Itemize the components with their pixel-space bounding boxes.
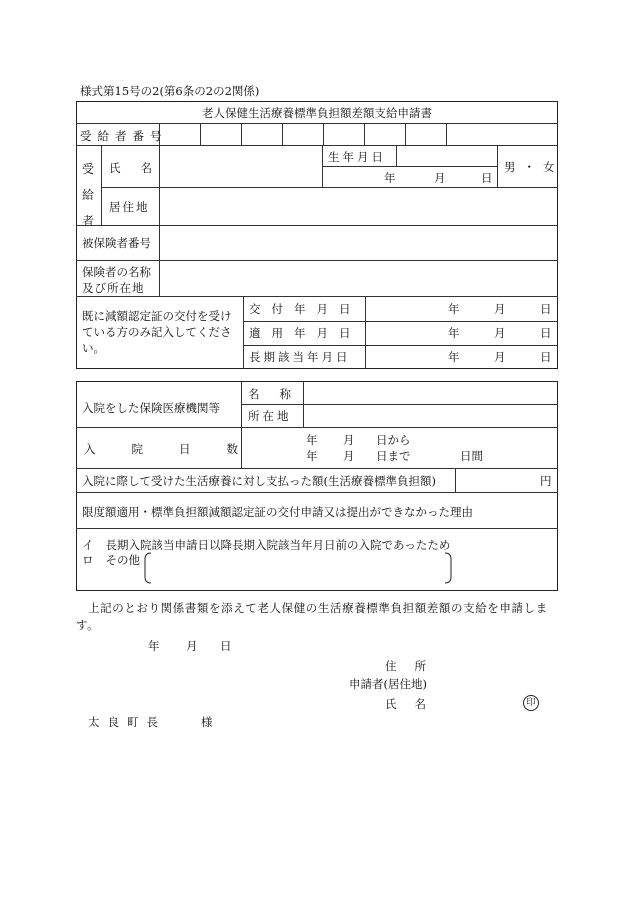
form-title: 老人保健生活療養標準負担額差額支給申請書 [202, 106, 432, 120]
birth-day: 日 [481, 171, 493, 185]
recipient-label: 受給者 [82, 162, 95, 228]
until-month: 月 [343, 449, 355, 463]
from-year: 年 [306, 433, 318, 447]
reason-option-ro[interactable] [82, 553, 140, 567]
issue-year: 年 [448, 302, 460, 316]
institution-address-label: 所在地 [248, 409, 292, 423]
hospital-days-label: 入院日数 [84, 442, 274, 456]
sex-female[interactable]: 女 [543, 160, 555, 174]
declaration-text: 上記のとおり関係書類を添えて老人保健の生活療養標準負担額差額の支給を申請します。 [76, 601, 548, 632]
long-term-year: 年 [448, 350, 460, 364]
seal-mark: 印 [523, 695, 539, 711]
birth-year: 年 [384, 171, 396, 185]
sex-separator: ・ [523, 160, 535, 174]
issue-date-label: 交付年月日 [249, 302, 362, 316]
insurer-name-label: 保険者の名称 [82, 265, 151, 279]
option-ro-text: その他 [105, 553, 140, 567]
addressee-honorific: 様 [201, 715, 213, 729]
from-label: 日から [376, 433, 411, 447]
address-label: 居住地 [109, 200, 150, 214]
birth-date-label: 生年月日 [328, 150, 386, 164]
option-i-mark: イ [82, 538, 94, 552]
recipient-number-label: 受給者番号 [80, 129, 168, 143]
date-day: 日 [220, 639, 232, 653]
insurer-address-label: 及び所在地 [82, 281, 145, 295]
applicant-name-label: 氏名 [385, 697, 444, 711]
institution-label: 入院をした保険医療機関等 [82, 401, 220, 415]
addressee-title: 太良町長 [88, 715, 166, 729]
issue-day: 日 [540, 302, 552, 316]
insured-number-label: 被保険者番号 [82, 236, 151, 250]
long-term-date-label: 長期該当年月日 [249, 350, 351, 364]
other-reason-brackets[interactable] [141, 551, 455, 585]
applicant-label: 申請者(居住地) [349, 677, 427, 691]
yen-label: 円 [540, 474, 552, 488]
long-term-month: 月 [494, 350, 506, 364]
apply-month: 月 [494, 326, 506, 340]
form-number: 様式第15号の2(第6条の2の2関係) [80, 84, 260, 98]
from-month: 月 [343, 433, 355, 447]
days-count-label: 日間 [460, 449, 483, 463]
date-month: 月 [186, 639, 198, 653]
option-ro-mark: ロ [82, 553, 94, 567]
until-year: 年 [306, 449, 318, 463]
apply-date-label: 適用年月日 [249, 326, 362, 340]
reason-option-i[interactable] [82, 538, 450, 552]
long-term-day: 日 [540, 350, 552, 364]
sex-options[interactable] [504, 160, 555, 174]
until-label: 日まで [376, 449, 411, 463]
option-i-text: 長期入院該当申請日以降長期入院該当年月日前の入院であったため [105, 538, 451, 552]
sex-male[interactable]: 男 [504, 160, 516, 174]
issue-month: 月 [494, 302, 506, 316]
reason-title: 限度額適用・標準負担額減額認定証の交付申請又は提出ができなかった理由 [82, 505, 473, 519]
apply-year: 年 [448, 326, 460, 340]
paid-amount-label: 入院に際して受けた生活療養に対し支払った額(生活療養標準負担額) [82, 474, 436, 488]
date-year: 年 [148, 639, 160, 653]
applicant-address-label: 住所 [385, 659, 444, 673]
name-label: 氏名 [109, 161, 172, 175]
reduction-note: 既に減額認定証の交付を受けている方のみ記入してください。 [82, 309, 232, 355]
apply-day: 日 [540, 326, 552, 340]
institution-name-label: 名称 [248, 387, 311, 401]
birth-month: 月 [434, 171, 446, 185]
